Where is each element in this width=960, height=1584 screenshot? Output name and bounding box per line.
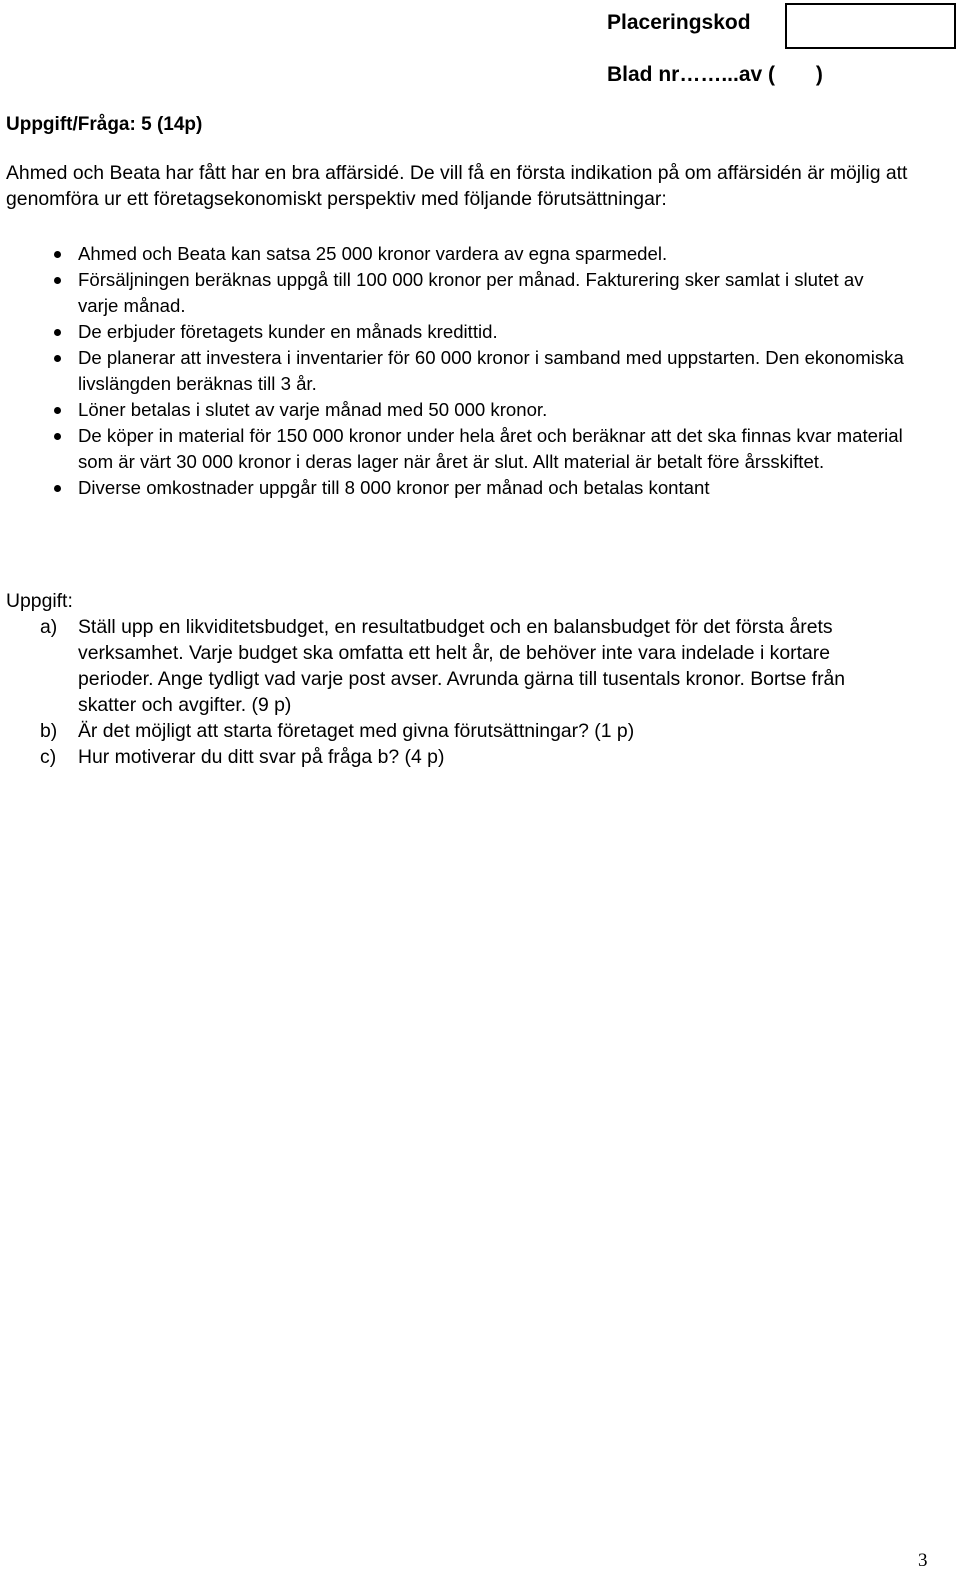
placeringskod-label: Placeringskod [607, 11, 751, 34]
list-item [0, 614, 908, 718]
list-item [0, 718, 908, 744]
list-item [0, 744, 908, 770]
list-item [0, 319, 908, 345]
condition-text: De planerar att investera i inventarier för 60 000 kronor i samband med uppstarten. Den ekonomiska livslängden beräknas till 3 år. [78, 347, 904, 394]
item-text: Ställ upp en likviditetsbudget, en resultatbudget och en balansbudget för det första årets verksamhet. Varje budget ska omfatta ett helt år, de behöver inte vara indelade i kortare perioder. Ange tydligt vad varje post avser. Avrunda gärna till tusentals kronor. Bortse från skatter och avgifter. (9 p) [78, 616, 846, 716]
condition-text: Ahmed och Beata kan satsa 25 000 kronor vardera av egna sparmedel. [78, 243, 668, 264]
page-number: 3 [918, 1550, 928, 1571]
task-heading: Uppgift/Fråga: 5 (14p) [6, 114, 203, 135]
assignment-label: Uppgift: [6, 590, 73, 612]
conditions-list [0, 241, 960, 501]
bullet-icon [54, 355, 61, 362]
condition-text: De erbjuder företagets kunder en månads kredittid. [78, 321, 498, 342]
bullet-icon [54, 251, 61, 258]
list-item [0, 475, 908, 501]
list-item [0, 397, 908, 423]
bullet-icon [54, 329, 61, 336]
bullet-icon [54, 433, 61, 440]
task-intro: Ahmed och Beata har fått har en bra affärsidé. De vill få en första indikation på om affärsidén är möjlig att genomföra ur ett företagsekonomiskt perspektiv med följande förutsättningar: [6, 162, 908, 210]
assignment-list [0, 614, 960, 770]
item-text: Hur motiverar du ditt svar på fråga b? (4 p) [78, 746, 445, 768]
bullet-icon [54, 485, 61, 492]
condition-text: Försäljningen beräknas uppgå till 100 000 kronor per månad. Fakturering sker samlat i slutet av varje månad. [78, 269, 864, 316]
condition-text: Diverse omkostnader uppgår till 8 000 kronor per månad och betalas kontant [78, 477, 710, 498]
item-text: Är det möjligt att starta företaget med givna förutsättningar? (1 p) [78, 720, 635, 742]
placeringskod-field[interactable] [785, 3, 956, 49]
item-letter: c) [40, 746, 57, 768]
condition-text: Löner betalas i slutet av varje månad med 50 000 kronor. [78, 399, 548, 420]
item-letter: a) [40, 616, 58, 638]
bullet-icon [54, 407, 61, 414]
condition-text: De köper in material för 150 000 kronor under hela året och beräknar att det ska finnas kvar material som är värt 30 000 kronor i deras lager när året är slut. Allt material är betalt före årsskiftet. [78, 425, 903, 472]
item-letter: b) [40, 720, 58, 742]
sheet-number-line: Blad nr……...av ( ) [607, 63, 823, 86]
list-item [0, 267, 908, 319]
list-item [0, 345, 908, 397]
bullet-icon [54, 277, 61, 284]
list-item [0, 241, 908, 267]
list-item [0, 423, 908, 475]
